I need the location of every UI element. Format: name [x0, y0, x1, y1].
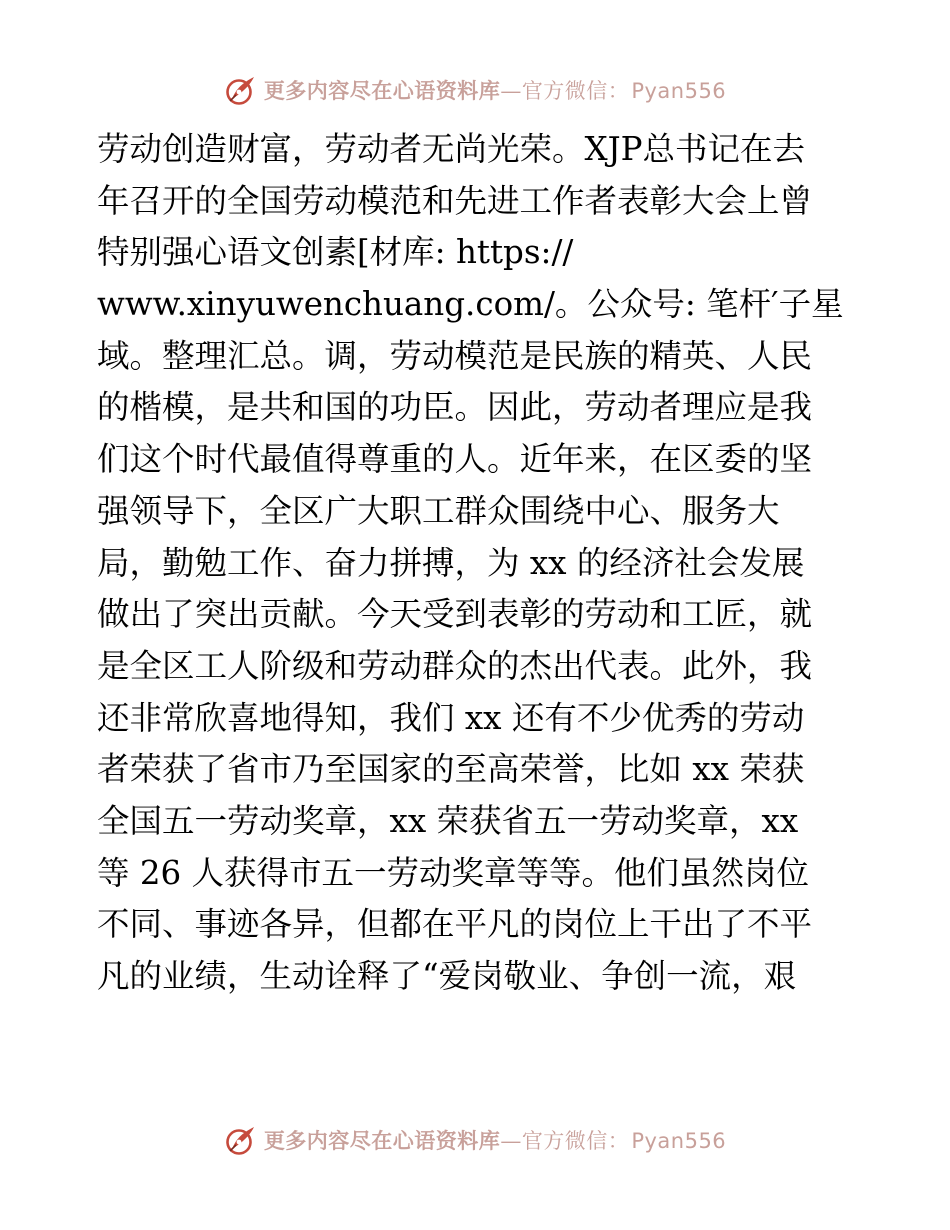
- body-line: 等 26 人获得市五一劳动奖章等等。他们虽然岗位: [97, 853, 810, 892]
- quill-logo-icon: [224, 73, 258, 107]
- body-line: www.xinyuwenchuang.com/。公众号: 笔杆′子星: [97, 285, 844, 324]
- watermark-dash: —: [500, 79, 522, 103]
- body-line: 凡的业绩，生动诠释了“爱岗敬业、争创一流，艰: [97, 957, 797, 995]
- body-line: 不同、事迹各异，但都在平凡的岗位上干出了不平: [97, 905, 813, 944]
- quill-logo-icon: [224, 1123, 258, 1157]
- body-line: 域。整理汇总。调，劳动模范是民族的精英、人民: [97, 336, 813, 375]
- body-line: 强领导下，全区广大职工群众围绕中心、服务大: [97, 491, 780, 530]
- body-line: 还非常欣喜地得知，我们 xx 还有不少优秀的劳动: [97, 698, 805, 737]
- header-watermark: [0, 70, 950, 110]
- watermark-label: 官方微信：: [521, 79, 630, 103]
- body-line: 们这个时代最值得尊重的人。近年来，在区委的坚: [97, 440, 813, 479]
- body-line: 的楷模，是共和国的功臣。因此，劳动者理应是我: [97, 388, 813, 427]
- body-line: 做出了突出贡献。今天受到表彰的劳动和工匠，就: [97, 595, 813, 634]
- body-line: 全国五一劳动奖章，xx 荣获省五一劳动奖章，xx: [97, 801, 799, 840]
- body-line: 者荣获了省市乃至国家的至高荣誉，比如 xx 荣获: [97, 750, 805, 789]
- watermark-text: [264, 1125, 726, 1155]
- watermark-dash: —: [500, 1129, 522, 1153]
- footer-watermark: [0, 1120, 950, 1160]
- watermark-text: [264, 75, 726, 105]
- watermark-id: Pyan556: [631, 1129, 727, 1153]
- watermark-main: 更多内容尽在心语资料库: [263, 1128, 501, 1153]
- body-line: 是全区工人阶级和劳动群众的杰出代表。此外，我: [97, 646, 813, 685]
- document-body: [97, 124, 857, 1003]
- body-line: 年召开的全国劳动模范和先进工作者表彰大会上曾: [97, 181, 813, 220]
- watermark-main: 更多内容尽在心语资料库: [263, 78, 501, 103]
- body-line: 劳动创造财富，劳动者无尚光荣。XJP总书记在去: [97, 130, 806, 168]
- body-line: 特别强心语文创素[材库: https://: [97, 233, 574, 272]
- body-line: 局，勤勉工作、奋力拼搏，为 xx 的经济社会发展: [97, 543, 805, 582]
- watermark-label: 官方微信：: [521, 1129, 630, 1153]
- watermark-id: Pyan556: [631, 79, 727, 103]
